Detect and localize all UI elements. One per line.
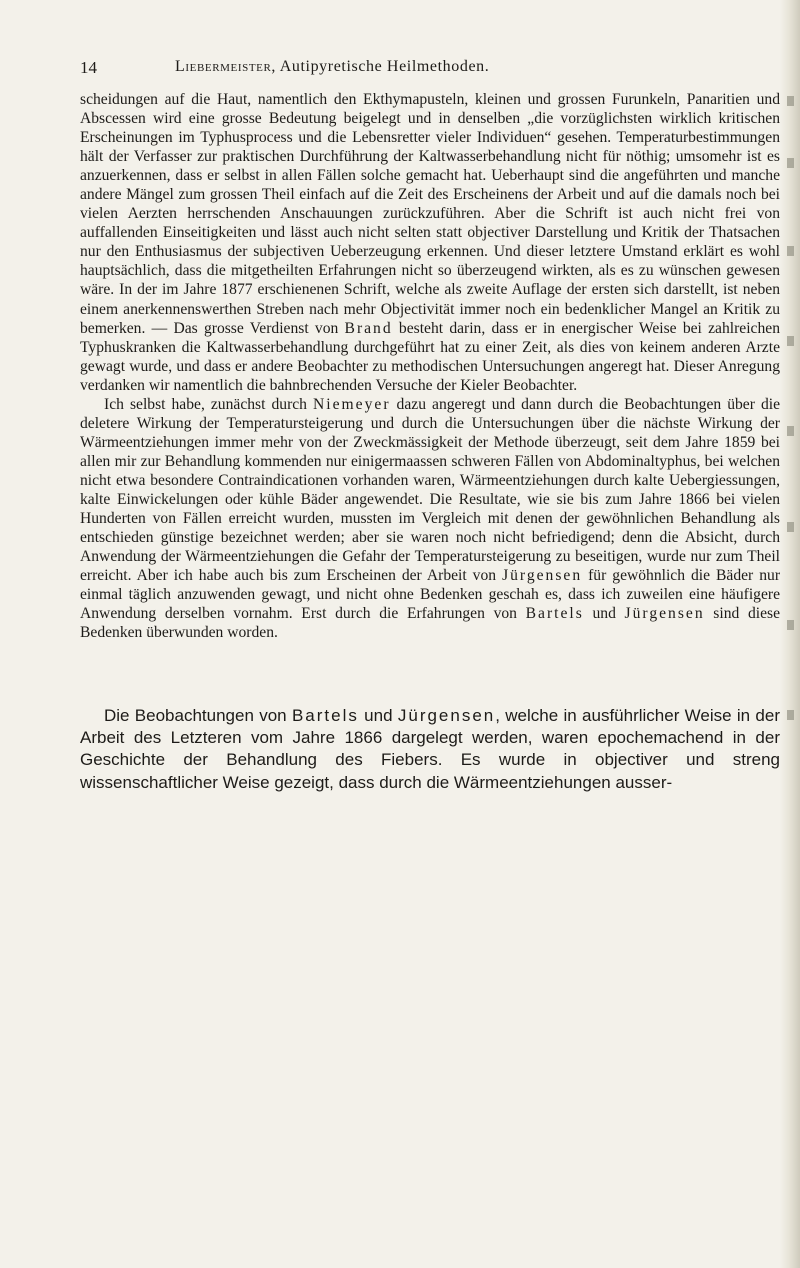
- paragraph-3: [80, 705, 780, 794]
- name-niemeyer: Niemeyer: [313, 395, 391, 413]
- running-head-title: , Autipyretische Heilmethoden.: [271, 58, 490, 75]
- paragraph-2-start: Ich selbst habe, zunächst durch: [104, 395, 307, 413]
- paragraph-2: [80, 395, 780, 643]
- edge-mark: [787, 620, 794, 630]
- page-header: [80, 58, 780, 78]
- name-bartels: Bartels: [525, 605, 584, 623]
- paragraph-1-end: besteht darin, dass er in energischer Weise bei zahlreichen Typhuskranken die Kaltwasserbehandlung durchgeführt hat zu einer Zeit, als dies von keinem anderen Arzte gewagt wurde, und dass er andere Beobachter zu methodischen Untersuchungen angeregt hat. Dieser Anregung verdanken wir namentlich die bahnbrechenden Versuche der Kieler Beobachter.: [80, 319, 780, 394]
- edge-mark: [787, 158, 794, 168]
- running-head-author: Liebermeister: [175, 58, 272, 75]
- paragraph-3-end: , welche in ausführlicher Weise in der Arbeit des Letzteren vom Jahre 1866 dargelegt werden, waren epochemachend in der Geschichte der Behandlung des Fiebers. Es wurde in objectiver und streng wissenschaftlicher Weise gezeigt, dass durch die Wärmeentziehungen ausser-: [80, 706, 780, 792]
- edge-mark: [787, 522, 794, 532]
- name-juergensen: Jürgensen: [502, 567, 583, 585]
- paragraph-1: [80, 90, 780, 395]
- running-head: [175, 58, 489, 76]
- name-brand: Brand: [344, 319, 393, 337]
- paragraph-1-text: scheidungen auf die Haut, namentlich den Ekthymapusteln, kleinen und grossen Furunkeln, Panaritien und Abscessen wird eine grosse Bedeutung beigelegt und in denselben „die vorzüglichsten wirklich kritischen Erscheinungen im Typhusprocess und die Lebensretter vieler Individuen“ gesehen. Temperaturbestimmungen hält der Verfasser zur praktischen Durchführung der Kaltwasserbehandlung nicht für nöthig; umsomehr ist es anzuerkennen, dass er selbst in allen Fällen solche gemacht hat. Ueberhaupt sind die angeführten und manche andere Mängel zum grossen Theil einfach auf die Zeit des Erscheinens der Arbeit und auf die damals noch bei vielen Aerzten herrschenden Anschauungen zurückzuführen. Aber die Schrift ist auch nicht frei von auffallenden Einseitigkeiten und lässt auch nicht selten statt objectiver Darstellung und Kritik der Thatsachen nur den Enthusiasmus der subjectiven Ueberzeugung erkennen. Und dieser letztere Umstand erklärt es wohl hauptsächlich, dass die mitgetheilten Erfahrungen nicht so überzeugend wirkten, als es zu wünschen gewesen wäre. In der im Jahre 1877 erschienenen Schrift, welche als zweite Auflage der ersten sich darstellt, ist neben einem anerkennenswerthen Streben nach mehr Objectivität immer noch ein bedenklicher Mangel an Kritik zu bemerken. — Das grosse Verdienst von: [80, 91, 780, 337]
- body-text: [80, 90, 780, 642]
- page-edge: [780, 0, 800, 1268]
- large-paragraph: [80, 705, 780, 794]
- edge-mark: [787, 246, 794, 256]
- edge-mark: [787, 710, 794, 720]
- paragraph-2-mid-2: für gewöhnlich die Bäder nur einmal täglich anzuwenden gewagt, und nicht ohne Bedenken geschah es, dass ich zuweilen eine häufigere Anwendung derselben vornahm. Erst durch die Erfahrungen von: [80, 567, 781, 623]
- paragraph-3-start: Die Beobachtungen von: [104, 706, 287, 725]
- page-number: 14: [80, 58, 97, 77]
- edge-mark: [787, 336, 794, 346]
- edge-mark: [787, 96, 794, 106]
- name-bartels-large: Bartels: [291, 706, 359, 725]
- name-juergensen-large: Jürgensen: [397, 706, 496, 725]
- edge-mark: [787, 426, 794, 436]
- paragraph-2-and: und: [583, 605, 616, 623]
- name-juergensen-2: Jürgensen: [624, 605, 705, 623]
- paragraph-2-end: sind diese Bedenken überwunden worden.: [80, 605, 780, 642]
- paragraph-2-mid-1: dazu angeregt und dann durch die Beobachtungen über die deletere Wirkung der Temperatursteigerung und durch die Untersuchungen über die nächste Wirkung der Wärmeentziehungen immer mehr von der Zweckmässigkeit der Methode überzeugt, seit dem Jahre 1859 bei allen mir zur Behandlung kommenden nur einigermaassen schweren Fällen von Abdominaltyphus, bei welchen nicht etwa besondere Contraindicationen vorhanden waren, Wärmeentziehungen durch kalte Uebergiessungen, kalte Einwickelungen oder kühle Bäder angewendet. Die Resultate, wie sie bis zum Jahre 1866 bei vielen Hunderten von Fällen erreicht wurden, mussten im Vergleich mit denen der gewöhnlichen Behandlung als entschieden günstige bezeichnet werden; aber sie waren noch nicht befriedigend; denn die Absicht, durch Anwendung der Wärmeentziehungen die Gefahr der Temperatursteigerung zu beseitigen, wurde nur zum Theil erreicht. Aber ich habe auch bis zum Erscheinen der Arbeit von: [80, 395, 780, 585]
- paragraph-3-and: und: [358, 706, 393, 725]
